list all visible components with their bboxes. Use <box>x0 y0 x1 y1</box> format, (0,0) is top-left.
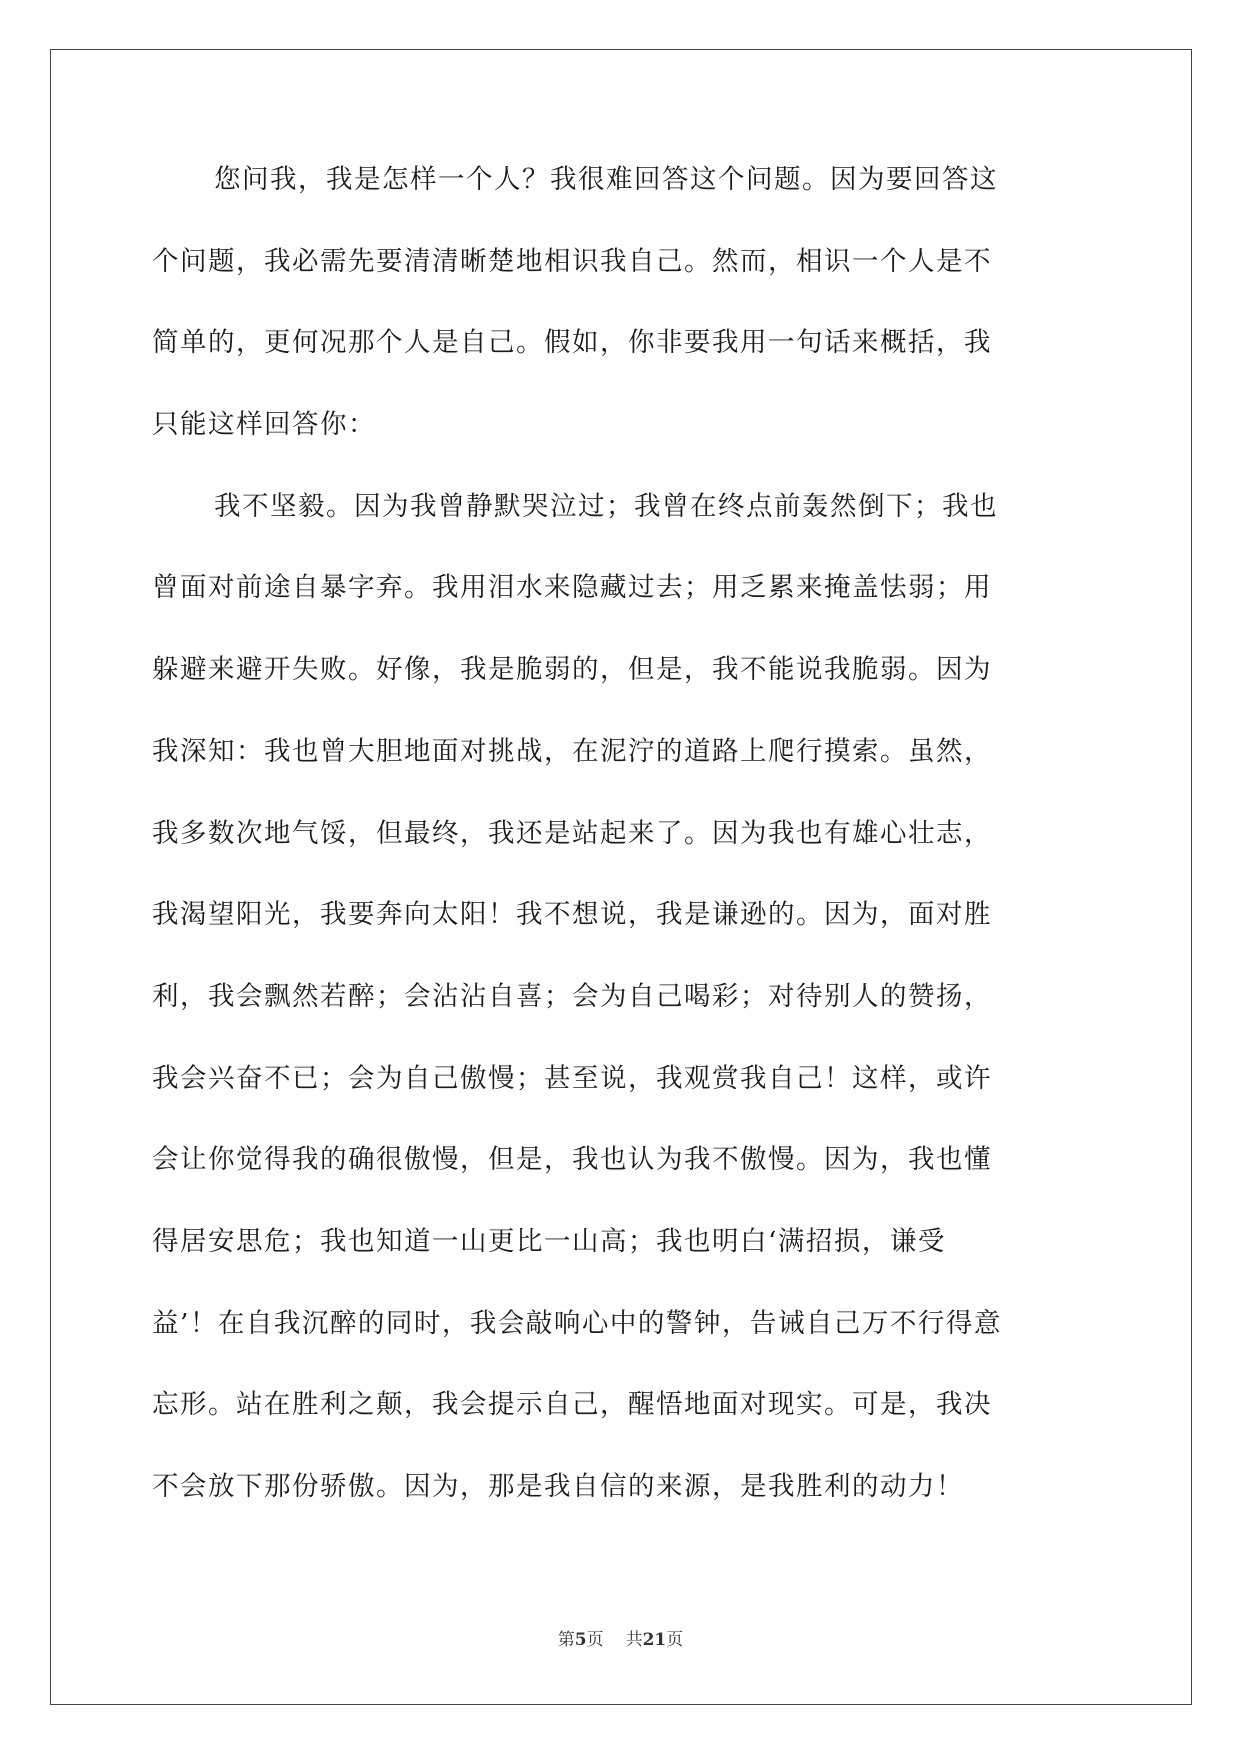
paragraph-line: 我多数次地气馁，但最终，我还是站起来了。因为我也有雄心壮志， <box>152 817 992 849</box>
paragraph-line: 您问我，我是怎样一个人？我很难回答这个问题。因为要回答这 <box>214 164 998 195</box>
page-suffix: 页 <box>586 1630 604 1650</box>
page-prefix: 第 <box>557 1630 575 1650</box>
paragraph-line: 躲避来避开失败。好像，我是脆弱的，但是，我不能说我脆弱。因为 <box>152 654 992 686</box>
paragraph-line: 曾面对前途自暴字弃。我用泪水来隐藏过去；用乏累来掩盖怯弱；用 <box>152 572 992 604</box>
paragraph-line: 简单的，更何况那个人是自己。假如，你非要我用一句话来概括，我 <box>152 327 992 359</box>
total-prefix: 共 <box>625 1630 643 1650</box>
page-footer <box>0 1625 1241 1650</box>
paragraph-line: 我渴望阳光，我要奔向太阳！我不想说，我是谦逊的。因为，面对胜 <box>152 899 992 931</box>
paragraph-line: 利，我会飘然若醉；会沾沾自喜；会为自己喝彩；对待别人的赞扬， <box>152 980 992 1012</box>
paragraph-line: 会让你觉得我的确很傲慢，但是，我也认为我不傲慢。因为，我也懂 <box>152 1144 992 1176</box>
document-body <box>152 160 1094 1549</box>
paragraph-line: 个问题，我必需先要清清晰楚地相识我自己。然而，相识一个人是不 <box>152 245 992 277</box>
paragraph-line: 我深知：我也曾大胆地面对挑战，在泥泞的道路上爬行摸索。虽然， <box>152 735 992 767</box>
paragraph-line: 不会放下那份骄傲。因为，那是我自信的来源，是我胜利的动力！ <box>152 1471 964 1502</box>
paragraph-line: 益’！在自我沉醉的同时，我会敲响心中的警钟，告诫自己万不行得意 <box>152 1307 1002 1339</box>
page-number: 5 <box>574 1630 587 1650</box>
total-suffix: 页 <box>666 1630 684 1650</box>
paragraph-line: 忘形。站在胜利之颠，我会提示自己，醒悟地面对现实。可是，我决 <box>152 1389 992 1421</box>
paragraph-line: 我不坚毅。因为我曾静默哭泣过；我曾在终点前轰然倒下；我也 <box>214 490 998 522</box>
paragraph-line: 得居安思危；我也知道一山更比一山高；我也明白‘满招损，谦受 <box>152 1225 946 1257</box>
paragraph-line: 我会兴奋不已；会为自己傲慢；甚至说，我观赏我自己！这样，或许 <box>152 1062 992 1094</box>
total-pages: 21 <box>642 1630 667 1650</box>
paragraph-line: 只能这样回答你： <box>152 409 376 441</box>
